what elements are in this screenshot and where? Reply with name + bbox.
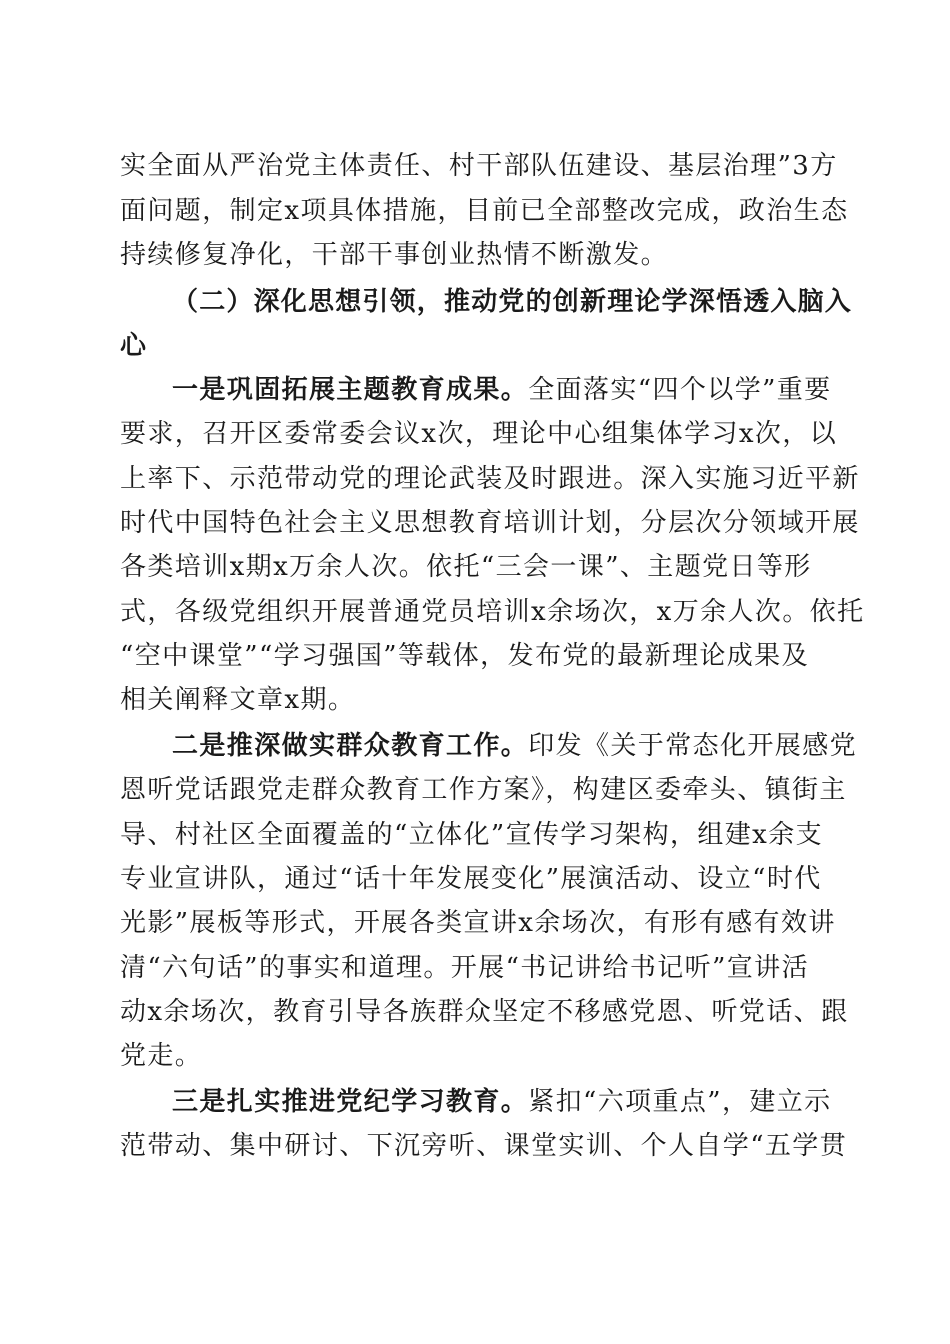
text-line: 时代中国特色社会主义思想教育培训计划，分层次分领域开展 <box>120 508 860 538</box>
text-line <box>172 368 892 412</box>
text-line: 相关阐释文章x期。 <box>120 685 356 715</box>
text-line: 范带动、集中研讨、下沉旁听、课堂实训、个人自学“五学贯 <box>120 1131 848 1161</box>
text-line <box>172 724 892 768</box>
text-line: 动x余场次，教育引导各族群众坚定不移感党恩、听党话、跟 <box>120 997 849 1027</box>
text-line: 要求，召开区委常委会议x次，理论中心组集体学习x次，以 <box>120 419 838 449</box>
text-line-content: 紧扣“六项重点”，建立示 <box>528 1087 832 1117</box>
text-line: 各类培训x期x万余人次。依托“三会一课”、主题党日等形 <box>120 552 812 582</box>
text-line: 恩听党话跟党走群众教育工作方案》，构建区委牵头、镇街主 <box>120 775 847 805</box>
text-line-content: 印发《关于常态化开展感党 <box>528 731 858 761</box>
section-heading: （二）深化思想引领，推动党的创新理论学深悟透入脑入 <box>172 287 853 317</box>
text-line: 面问题，制定x项具体措施，目前已全部整改完成，政治生态 <box>120 196 849 226</box>
paragraph-lead: 二是推深做实群众教育工作。 <box>172 731 529 761</box>
text-line <box>172 1080 892 1124</box>
text-line: 光影”展板等形式，开展各类宣讲x余场次，有形有感有效讲 <box>120 908 836 938</box>
text-line: 持续修复净化，干部干事创业热情不断激发。 <box>120 240 669 270</box>
text-line: 清“六句话”的事实和道理。开展“书记讲给书记听”宣讲活 <box>120 953 809 983</box>
paragraph-lead: 一是巩固拓展主题教育成果。 <box>172 375 529 405</box>
text-line: 党走。 <box>120 1041 203 1071</box>
text-line: 实全面从严治党主体责任、村干部队伍建设、基层治理”3方 <box>120 151 838 181</box>
section-heading: 心 <box>120 331 148 361</box>
text-line: 上率下、示范带动党的理论武装及时跟进。深入实施习近平新 <box>120 464 860 494</box>
text-line: 专业宣讲队，通过“话十年发展变化”展演活动、设立“时代 <box>120 864 822 894</box>
text-line-content: 全面落实“四个以学”重要 <box>528 375 832 405</box>
text-line: 式，各级党组织开展普通党员培训x余场次，x万余人次。依托 <box>120 597 865 627</box>
text-line: 导、村社区全面覆盖的“立体化”宣传学习架构，组建x余支 <box>120 820 824 850</box>
text-line: “空中课堂”“学习强国”等载体，发布党的最新理论成果及 <box>120 641 809 671</box>
paragraph-lead: 三是扎实推进党纪学习教育。 <box>172 1087 529 1117</box>
